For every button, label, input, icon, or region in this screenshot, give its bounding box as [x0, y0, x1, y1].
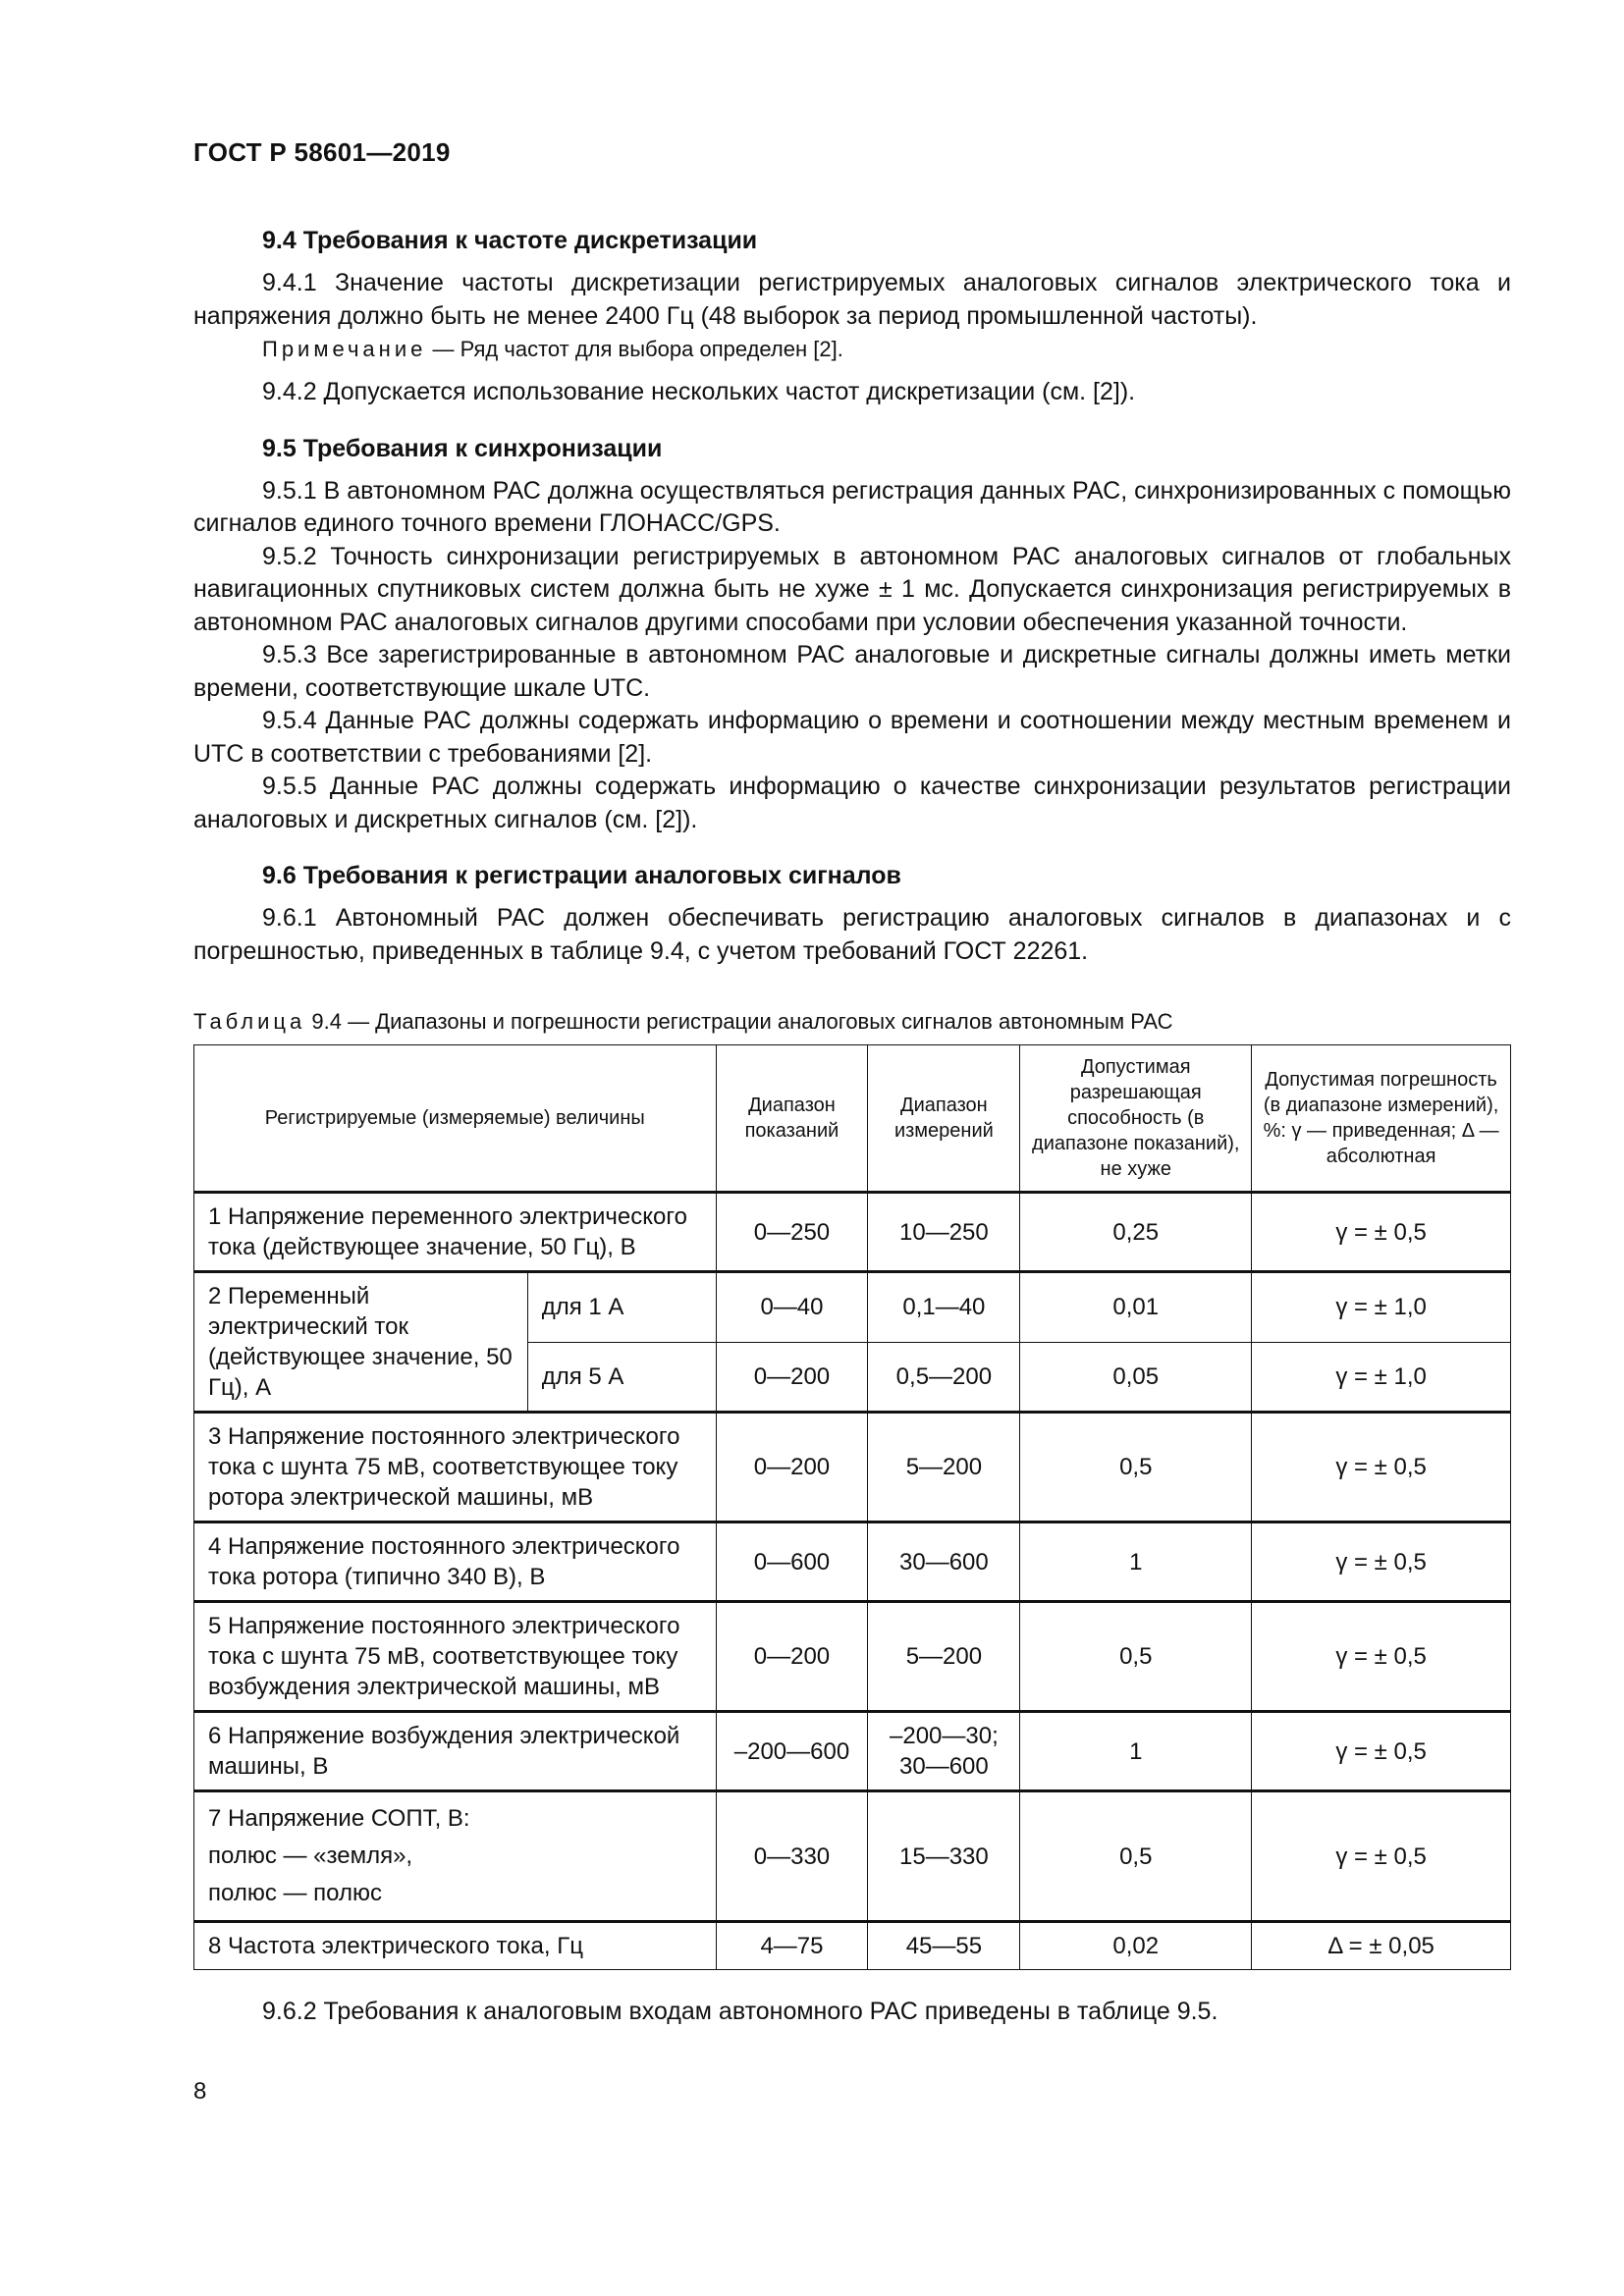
header-error: Допустимая погрешность (в диапазоне измерений), %: γ — приведенная; Δ — абсолютная: [1252, 1045, 1511, 1193]
row-subcase: для 1 А: [527, 1272, 716, 1343]
row-measure-range: 15—330: [868, 1791, 1020, 1922]
row-display-range: 0—200: [716, 1342, 868, 1413]
ranges-table: [193, 1044, 1511, 1970]
paragraph-9-5-1: 9.5.1 В автономном РАС должна осуществляться регистрация данных РАС, синхронизированных с помощью сигналов единого точного времени ГЛОНАСС/GPS.: [193, 476, 1511, 537]
section-9-6-heading: 9.6 Требования к регистрации аналоговых сигналов: [262, 862, 901, 889]
row-resolution: 0,5: [1020, 1602, 1252, 1712]
row-measure-range-part2: 30—600: [899, 1753, 989, 1780]
row-resolution: 0,5: [1020, 1791, 1252, 1922]
table-header-row: [194, 1045, 1511, 1193]
table-row: [194, 1791, 1511, 1922]
row-error: γ = ± 0,5: [1252, 1602, 1511, 1712]
row-display-range: 0—250: [716, 1193, 868, 1272]
paragraph-9-5-2: 9.5.2 Точность синхронизации регистрируемых в автономном РАС аналоговых сигналов от глобальных навигационных спутниковых систем должна быть не хуже ± 1 мс. Допускается синхронизация регистрируемых в автономном РАС аналоговых сигналов другими способами при условии обеспечения указанной точности.: [193, 542, 1511, 636]
row-measure-range: 5—200: [868, 1602, 1020, 1712]
row-display-range: –200—600: [716, 1712, 868, 1791]
row-error: γ = ± 0,5: [1252, 1791, 1511, 1922]
row-measure-range: 30—600: [868, 1522, 1020, 1602]
row-name: 1 Напряжение переменного электрического тока (действующее значение, 50 Гц), В: [194, 1193, 717, 1272]
page-number: 8: [193, 2078, 207, 2105]
row-measure-range: 45—55: [868, 1922, 1020, 1970]
row-resolution: 1: [1020, 1712, 1252, 1791]
row-error: γ = ± 0,5: [1252, 1193, 1511, 1272]
row-name-line3: полюс — полюс: [208, 1880, 382, 1906]
row-error: γ = ± 0,5: [1252, 1413, 1511, 1522]
row-resolution: 0,25: [1020, 1193, 1252, 1272]
row-measure-range: 0,5—200: [868, 1342, 1020, 1413]
row-name: 4 Напряжение постоянного электрического тока ротора (типично 340 В), В: [194, 1522, 717, 1602]
paragraph-9-4-1: 9.4.1 Значение частоты дискретизации регистрируемых аналоговых сигналов электрического тока и напряжения должно быть не менее 2400 Гц (48 выборок за период промышленной частоты).: [193, 269, 1511, 330]
note-label: Примечание: [262, 337, 427, 361]
header-quantity: Регистрируемые (измеряемые) величины: [194, 1045, 717, 1193]
row-measure-range: 5—200: [868, 1413, 1020, 1522]
row-display-range: 0—40: [716, 1272, 868, 1343]
paragraph-9-6-1: 9.6.1 Автономный РАС должен обеспечивать регистрацию аналоговых сигналов в диапазонах и с погрешностью, приведенных в таблице 9.4, с учетом требований ГОСТ 22261.: [193, 904, 1511, 965]
row-error: γ = ± 0,5: [1252, 1522, 1511, 1602]
row-error: Δ = ± 0,05: [1252, 1922, 1511, 1970]
table-caption-text: 9.4 — Диапазоны и погрешности регистрации аналоговых сигналов автономным РАС: [305, 1009, 1173, 1034]
section-9-5-heading: 9.5 Требования к синхронизации: [262, 434, 663, 462]
row-name: 2 Переменный электрический ток (действующее значение, 50 Гц), А: [194, 1272, 528, 1413]
header-display-range: Диапазон показаний: [716, 1045, 868, 1193]
row-resolution: 1: [1020, 1522, 1252, 1602]
paragraph-9-6-2: 9.6.2 Требования к аналоговым входам автономного РАС приведены в таблице 9.5.: [262, 1998, 1218, 2025]
row-subcase: для 5 А: [527, 1342, 716, 1413]
row-name-line1: 7 Напряжение СОПТ, В:: [208, 1805, 470, 1832]
row-measure-range: 10—250: [868, 1193, 1020, 1272]
table-row: [194, 1522, 1511, 1602]
paragraph-9-5-3: 9.5.3 Все зарегистрированные в автономном РАС аналоговые и дискретные сигналы должны иметь метки времени, соответствующие шкале UTC.: [193, 641, 1511, 702]
table-row: [194, 1413, 1511, 1522]
table-caption-label: Таблица: [193, 1009, 306, 1034]
paragraph-9-5-5: 9.5.5 Данные РАС должны содержать информацию о качестве синхронизации результатов регистрации аналоговых и дискретных сигналов (см. [2]).: [193, 773, 1511, 833]
row-display-range: 0—200: [716, 1602, 868, 1712]
row-name: [194, 1791, 717, 1922]
header-resolution: Допустимая разрешающая способность (в диапазоне показаний), не хуже: [1020, 1045, 1252, 1193]
document-code: ГОСТ Р 58601—2019: [193, 137, 451, 167]
row-measure-range: [868, 1712, 1020, 1791]
row-name: 8 Частота электрического тока, Гц: [194, 1922, 717, 1970]
row-resolution: 0,02: [1020, 1922, 1252, 1970]
row-resolution: 0,01: [1020, 1272, 1252, 1343]
row-resolution: 0,5: [1020, 1413, 1252, 1522]
row-display-range: 0—600: [716, 1522, 868, 1602]
table-row: [194, 1712, 1511, 1791]
row-name: 5 Напряжение постоянного электрического тока с шунта 75 мВ, соответствующее току возбуждения электрической машины, мВ: [194, 1602, 717, 1712]
row-measure-range-part1: –200—30;: [890, 1723, 999, 1749]
table-row: [194, 1922, 1511, 1970]
row-display-range: 0—200: [716, 1413, 868, 1522]
row-error: γ = ± 1,0: [1252, 1342, 1511, 1413]
row-name: 6 Напряжение возбуждения электрической машины, В: [194, 1712, 717, 1791]
table-row: [194, 1602, 1511, 1712]
paragraph-9-4-2: 9.4.2 Допускается использование нескольких частот дискретизации (см. [2]).: [262, 378, 1136, 405]
section-9-4-heading: 9.4 Требования к частоте дискретизации: [262, 227, 758, 254]
row-resolution: 0,05: [1020, 1342, 1252, 1413]
note: [193, 337, 1511, 362]
paragraph-9-5-4: 9.5.4 Данные РАС должны содержать информацию о времени и соотношении между местным временем и UTC в соответствии с требованиями [2].: [193, 707, 1511, 768]
row-error: γ = ± 0,5: [1252, 1712, 1511, 1791]
note-text: — Ряд частот для выбора определен [2].: [426, 337, 843, 361]
row-name: 3 Напряжение постоянного электрического тока с шунта 75 мВ, соответствующее току ротора электрической машины, мВ: [194, 1413, 717, 1522]
row-measure-range: 0,1—40: [868, 1272, 1020, 1343]
row-error: γ = ± 1,0: [1252, 1272, 1511, 1343]
row-display-range: 4—75: [716, 1922, 868, 1970]
row-display-range: 0—330: [716, 1791, 868, 1922]
table-row: [194, 1193, 1511, 1272]
table-caption: [193, 1009, 1511, 1035]
table-row: [194, 1272, 1511, 1343]
header-measure-range: Диапазон измерений: [868, 1045, 1020, 1193]
row-name-line2: полюс — «земля»,: [208, 1842, 413, 1869]
document-page: [193, 137, 1511, 2029]
